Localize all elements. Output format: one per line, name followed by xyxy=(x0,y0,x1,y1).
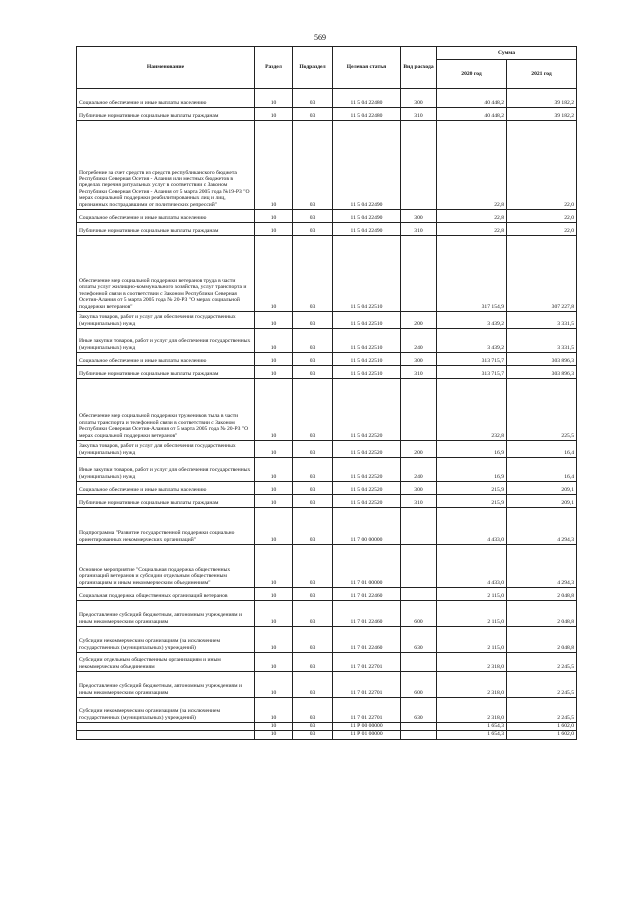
cell-sum-2020: 317 154,9 xyxy=(437,236,507,312)
cell-expense-type xyxy=(401,731,437,739)
cell-sum-2021: 2 048,8 xyxy=(507,627,577,653)
cell-sum-2021: 16,4 xyxy=(507,458,577,482)
cell-sum-2020: 2 318,0 xyxy=(437,672,507,698)
cell-name: Публичные нормативные социальные выплаты гражданам xyxy=(77,495,255,508)
cell-section: 10 xyxy=(255,653,293,672)
table-row xyxy=(77,601,577,627)
cell-section: 10 xyxy=(255,627,293,653)
cell-sum-2021: 2 048,8 xyxy=(507,601,577,627)
cell-name xyxy=(77,731,255,739)
cell-subsection: 03 xyxy=(293,108,333,121)
cell-sum-2021: 2 245,5 xyxy=(507,672,577,698)
cell-target-item: 11 5 04 22490 xyxy=(333,223,401,236)
cell-target-item: 11 5 04 22520 xyxy=(333,495,401,508)
cell-target-item: 11 5 04 22510 xyxy=(333,236,401,312)
table-row xyxy=(77,329,577,353)
cell-subsection: 03 xyxy=(293,441,333,458)
cell-section: 10 xyxy=(255,223,293,236)
cell-subsection: 03 xyxy=(293,698,333,723)
table-body xyxy=(77,89,577,740)
table-row xyxy=(77,366,577,379)
cell-expense-type: 240 xyxy=(401,329,437,353)
cell-section: 10 xyxy=(255,731,293,739)
table-row xyxy=(77,210,577,223)
cell-section: 10 xyxy=(255,458,293,482)
cell-target-item: 11 5 04 22510 xyxy=(333,366,401,379)
cell-section: 10 xyxy=(255,588,293,601)
table-row xyxy=(77,672,577,698)
cell-target-item: 11 5 04 22520 xyxy=(333,482,401,495)
cell-target-item: 11 7 01 22701 xyxy=(333,653,401,672)
cell-target-item: 11 5 04 22480 xyxy=(333,108,401,121)
cell-name: Обеспечение мер социальной поддержки тружеников тыла в части оплаты транспорта и телефонной связи в соответствии с Законом Республики Северная Осетия-Алания от 5 марта 2005 года № 20-РЗ "О мерах социальной поддержки ветеранов" xyxy=(77,379,255,441)
cell-name: Публичные нормативные социальные выплаты гражданам xyxy=(77,366,255,379)
cell-sum-2021: 4 294,3 xyxy=(507,508,577,545)
cell-sum-2021: 1 602,0 xyxy=(507,723,577,731)
cell-name: Социальное обеспечение и иные выплаты населению xyxy=(77,353,255,366)
cell-sum-2020: 1 654,3 xyxy=(437,723,507,731)
table-row xyxy=(77,236,577,312)
table-row xyxy=(77,441,577,458)
cell-section: 10 xyxy=(255,495,293,508)
cell-sum-2021: 22,0 xyxy=(507,121,577,210)
cell-subsection: 03 xyxy=(293,508,333,545)
header-year-2020: 2020 год xyxy=(437,60,507,89)
cell-sum-2020: 22,8 xyxy=(437,121,507,210)
cell-subsection: 03 xyxy=(293,495,333,508)
budget-table xyxy=(76,46,577,740)
cell-subsection: 03 xyxy=(293,653,333,672)
cell-subsection: 03 xyxy=(293,223,333,236)
header-year-2021: 2021 год xyxy=(507,60,577,89)
cell-sum-2021: 209,1 xyxy=(507,482,577,495)
table-row xyxy=(77,121,577,210)
table-row xyxy=(77,89,577,108)
cell-sum-2021: 22,0 xyxy=(507,223,577,236)
cell-section: 10 xyxy=(255,601,293,627)
cell-name: Закупка товаров, работ и услуг для обеспечения государственных (муниципальных) нужд xyxy=(77,312,255,329)
cell-sum-2020: 313 715,7 xyxy=(437,366,507,379)
cell-subsection: 03 xyxy=(293,329,333,353)
cell-sum-2020: 4 433,0 xyxy=(437,545,507,588)
cell-section: 10 xyxy=(255,545,293,588)
cell-sum-2020: 2 115,0 xyxy=(437,588,507,601)
cell-name: Субсидии отдельным общественным организациям и иным некоммерческим объединениям xyxy=(77,653,255,672)
cell-target-item: 11 7 01 22701 xyxy=(333,672,401,698)
cell-expense-type xyxy=(401,723,437,731)
cell-subsection: 03 xyxy=(293,353,333,366)
cell-target-item: 11 5 04 22510 xyxy=(333,329,401,353)
cell-expense-type: 310 xyxy=(401,495,437,508)
table-row xyxy=(77,458,577,482)
table-row xyxy=(77,588,577,601)
cell-target-item: 11 Р 01 00000 xyxy=(333,731,401,739)
cell-sum-2021: 303 896,3 xyxy=(507,366,577,379)
cell-expense-type: 310 xyxy=(401,366,437,379)
header-sum: Сумма xyxy=(437,47,577,60)
table-row xyxy=(77,482,577,495)
cell-target-item: 11 5 04 22490 xyxy=(333,121,401,210)
cell-subsection: 03 xyxy=(293,723,333,731)
table-row xyxy=(77,379,577,441)
cell-target-item: 11 7 01 00000 xyxy=(333,545,401,588)
cell-target-item: 11 5 04 22480 xyxy=(333,89,401,108)
cell-subsection: 03 xyxy=(293,672,333,698)
cell-name: Обеспечение мер социальной поддержки ветеранов труда в части оплаты услуг жилищно-коммунального хозяйства, услуг транспорта и телефонной связи в соответствии с Законом Республики Северная Осетия-Алания от 5 марта 2005 года № 20-РЗ "О мерах социальной поддержки ветеранов" xyxy=(77,236,255,312)
cell-name: Основное мероприятие "Социальная поддержка общественных организаций ветеранов и субсидии отдельным общественным организациям и иным некоммерческим объединениям" xyxy=(77,545,255,588)
cell-sum-2021: 16,4 xyxy=(507,441,577,458)
table-row xyxy=(77,495,577,508)
cell-subsection: 03 xyxy=(293,236,333,312)
cell-section: 10 xyxy=(255,89,293,108)
table-row xyxy=(77,627,577,653)
cell-expense-type: 310 xyxy=(401,108,437,121)
cell-name: Публичные нормативные социальные выплаты гражданам xyxy=(77,108,255,121)
cell-sum-2021: 39 182,2 xyxy=(507,108,577,121)
cell-sum-2020: 2 115,0 xyxy=(437,627,507,653)
cell-target-item: 11 Р 00 00000 xyxy=(333,723,401,731)
cell-expense-type: 310 xyxy=(401,223,437,236)
cell-target-item: 11 5 04 22510 xyxy=(333,312,401,329)
cell-name: Закупка товаров, работ и услуг для обеспечения государственных (муниципальных) нужд xyxy=(77,441,255,458)
cell-expense-type xyxy=(401,653,437,672)
cell-section: 10 xyxy=(255,366,293,379)
cell-sum-2020: 313 715,7 xyxy=(437,353,507,366)
cell-target-item: 11 5 04 22520 xyxy=(333,379,401,441)
cell-target-item: 11 5 04 22520 xyxy=(333,458,401,482)
cell-target-item: 11 5 04 22510 xyxy=(333,353,401,366)
cell-subsection: 03 xyxy=(293,588,333,601)
cell-sum-2020: 1 654,3 xyxy=(437,731,507,739)
cell-subsection: 03 xyxy=(293,210,333,223)
cell-subsection: 03 xyxy=(293,731,333,739)
header-subsection: Подраздел xyxy=(293,47,333,89)
header-name: Наименование xyxy=(77,47,255,89)
table-row xyxy=(77,508,577,545)
cell-subsection: 03 xyxy=(293,458,333,482)
page-number: 569 xyxy=(314,33,326,42)
table-row xyxy=(77,698,577,723)
cell-name: Социальное обеспечение и иные выплаты населению xyxy=(77,89,255,108)
cell-section: 10 xyxy=(255,698,293,723)
cell-sum-2021: 4 294,3 xyxy=(507,545,577,588)
cell-expense-type: 630 xyxy=(401,627,437,653)
cell-target-item: 11 7 01 22460 xyxy=(333,627,401,653)
header-section: Раздел xyxy=(255,47,293,89)
cell-name: Публичные нормативные социальные выплаты гражданам xyxy=(77,223,255,236)
cell-sum-2020: 3 439,2 xyxy=(437,329,507,353)
cell-sum-2021: 2 245,5 xyxy=(507,698,577,723)
cell-expense-type xyxy=(401,379,437,441)
cell-section: 10 xyxy=(255,379,293,441)
cell-sum-2020: 2 115,0 xyxy=(437,601,507,627)
cell-target-item: 11 7 01 22701 xyxy=(333,698,401,723)
cell-section: 10 xyxy=(255,210,293,223)
cell-expense-type: 300 xyxy=(401,210,437,223)
cell-sum-2020: 22,8 xyxy=(437,223,507,236)
table-row xyxy=(77,731,577,739)
cell-name: Иные закупки товаров, работ и услуг для обеспечения государственных (муниципальных) нужд xyxy=(77,458,255,482)
cell-sum-2021: 307 227,8 xyxy=(507,236,577,312)
cell-sum-2020: 16,9 xyxy=(437,441,507,458)
cell-section: 10 xyxy=(255,441,293,458)
cell-name: Подпрограмма "Развитие государственной поддержки социально ориентированных некоммерческих организаций" xyxy=(77,508,255,545)
cell-section: 10 xyxy=(255,672,293,698)
cell-expense-type: 600 xyxy=(401,672,437,698)
cell-sum-2020: 2 318,0 xyxy=(437,698,507,723)
cell-section: 10 xyxy=(255,329,293,353)
cell-expense-type: 240 xyxy=(401,458,437,482)
cell-sum-2021: 22,0 xyxy=(507,210,577,223)
cell-section: 10 xyxy=(255,723,293,731)
cell-target-item: 11 5 04 22490 xyxy=(333,210,401,223)
cell-name: Иные закупки товаров, работ и услуг для обеспечения государственных (муниципальных) нужд xyxy=(77,329,255,353)
cell-sum-2021: 2 245,5 xyxy=(507,653,577,672)
cell-expense-type: 200 xyxy=(401,441,437,458)
cell-subsection: 03 xyxy=(293,545,333,588)
cell-expense-type: 300 xyxy=(401,482,437,495)
cell-sum-2020: 232,8 xyxy=(437,379,507,441)
cell-sum-2020: 215,9 xyxy=(437,495,507,508)
cell-subsection: 03 xyxy=(293,601,333,627)
cell-expense-type xyxy=(401,508,437,545)
cell-sum-2021: 2 048,8 xyxy=(507,588,577,601)
cell-section: 10 xyxy=(255,482,293,495)
cell-sum-2020: 4 433,0 xyxy=(437,508,507,545)
cell-subsection: 03 xyxy=(293,89,333,108)
cell-name: Предоставление субсидий бюджетным, автономным учреждениям и иным некоммерческим организациям xyxy=(77,601,255,627)
cell-sum-2021: 39 182,2 xyxy=(507,89,577,108)
cell-section: 10 xyxy=(255,121,293,210)
table-row xyxy=(77,223,577,236)
cell-subsection: 03 xyxy=(293,627,333,653)
table-row xyxy=(77,723,577,731)
table-row xyxy=(77,312,577,329)
cell-sum-2020: 2 318,0 xyxy=(437,653,507,672)
cell-sum-2020: 40 448,2 xyxy=(437,108,507,121)
cell-expense-type: 300 xyxy=(401,353,437,366)
header-target-item: Целевая статья xyxy=(333,47,401,89)
cell-name: Субсидии некоммерческим организациям (за исключением государственных (муниципальных) учреждений) xyxy=(77,698,255,723)
cell-sum-2020: 40 448,2 xyxy=(437,89,507,108)
cell-section: 10 xyxy=(255,508,293,545)
cell-sum-2021: 1 602,0 xyxy=(507,731,577,739)
cell-section: 10 xyxy=(255,236,293,312)
cell-sum-2021: 303 896,3 xyxy=(507,353,577,366)
cell-name: Субсидии некоммерческим организациям (за исключением государственных (муниципальных) учреждений) xyxy=(77,627,255,653)
cell-sum-2020: 16,9 xyxy=(437,458,507,482)
cell-name: Социальная поддержка общественных организаций ветеранов xyxy=(77,588,255,601)
cell-section: 10 xyxy=(255,108,293,121)
cell-subsection: 03 xyxy=(293,121,333,210)
cell-sum-2021: 3 331,5 xyxy=(507,329,577,353)
cell-section: 10 xyxy=(255,312,293,329)
cell-expense-type xyxy=(401,588,437,601)
cell-sum-2020: 215,9 xyxy=(437,482,507,495)
cell-target-item: 11 7 00 00000 xyxy=(333,508,401,545)
cell-target-item: 11 7 01 22460 xyxy=(333,588,401,601)
cell-subsection: 03 xyxy=(293,312,333,329)
cell-sum-2021: 209,1 xyxy=(507,495,577,508)
cell-expense-type: 300 xyxy=(401,89,437,108)
cell-sum-2020: 22,8 xyxy=(437,210,507,223)
cell-subsection: 03 xyxy=(293,379,333,441)
cell-name xyxy=(77,723,255,731)
header-expense-type: Вид расхода xyxy=(401,47,437,89)
cell-target-item: 11 5 04 22520 xyxy=(333,441,401,458)
table-row xyxy=(77,353,577,366)
table-row xyxy=(77,108,577,121)
cell-subsection: 03 xyxy=(293,366,333,379)
cell-name: Предоставление субсидий бюджетным, автономным учреждениям и иным некоммерческим организациям xyxy=(77,672,255,698)
cell-expense-type xyxy=(401,236,437,312)
cell-expense-type: 600 xyxy=(401,601,437,627)
cell-name: Социальное обеспечение и иные выплаты населению xyxy=(77,482,255,495)
cell-sum-2020: 3 439,2 xyxy=(437,312,507,329)
cell-expense-type: 200 xyxy=(401,312,437,329)
cell-sum-2021: 3 331,5 xyxy=(507,312,577,329)
cell-target-item: 11 7 01 22460 xyxy=(333,601,401,627)
cell-subsection: 03 xyxy=(293,482,333,495)
cell-section: 10 xyxy=(255,353,293,366)
table-row xyxy=(77,545,577,588)
table-row xyxy=(77,653,577,672)
cell-expense-type xyxy=(401,545,437,588)
cell-sum-2021: 225,5 xyxy=(507,379,577,441)
cell-name: Погребение за счет средств из средств республиканского бюджета Республики Северная Осетия - Алания или местных бюджетов в пределах перечня ритуальных услуг в соответствии с Законом Республики Северная Осетия - Алания от 5 марта 2005 года №19-РЗ "О мерах социальной поддержки реабилитированных лиц и лиц, признанных пострадавшими от политических репрессий" xyxy=(77,121,255,210)
cell-expense-type xyxy=(401,121,437,210)
cell-name: Социальное обеспечение и иные выплаты населению xyxy=(77,210,255,223)
cell-expense-type: 630 xyxy=(401,698,437,723)
